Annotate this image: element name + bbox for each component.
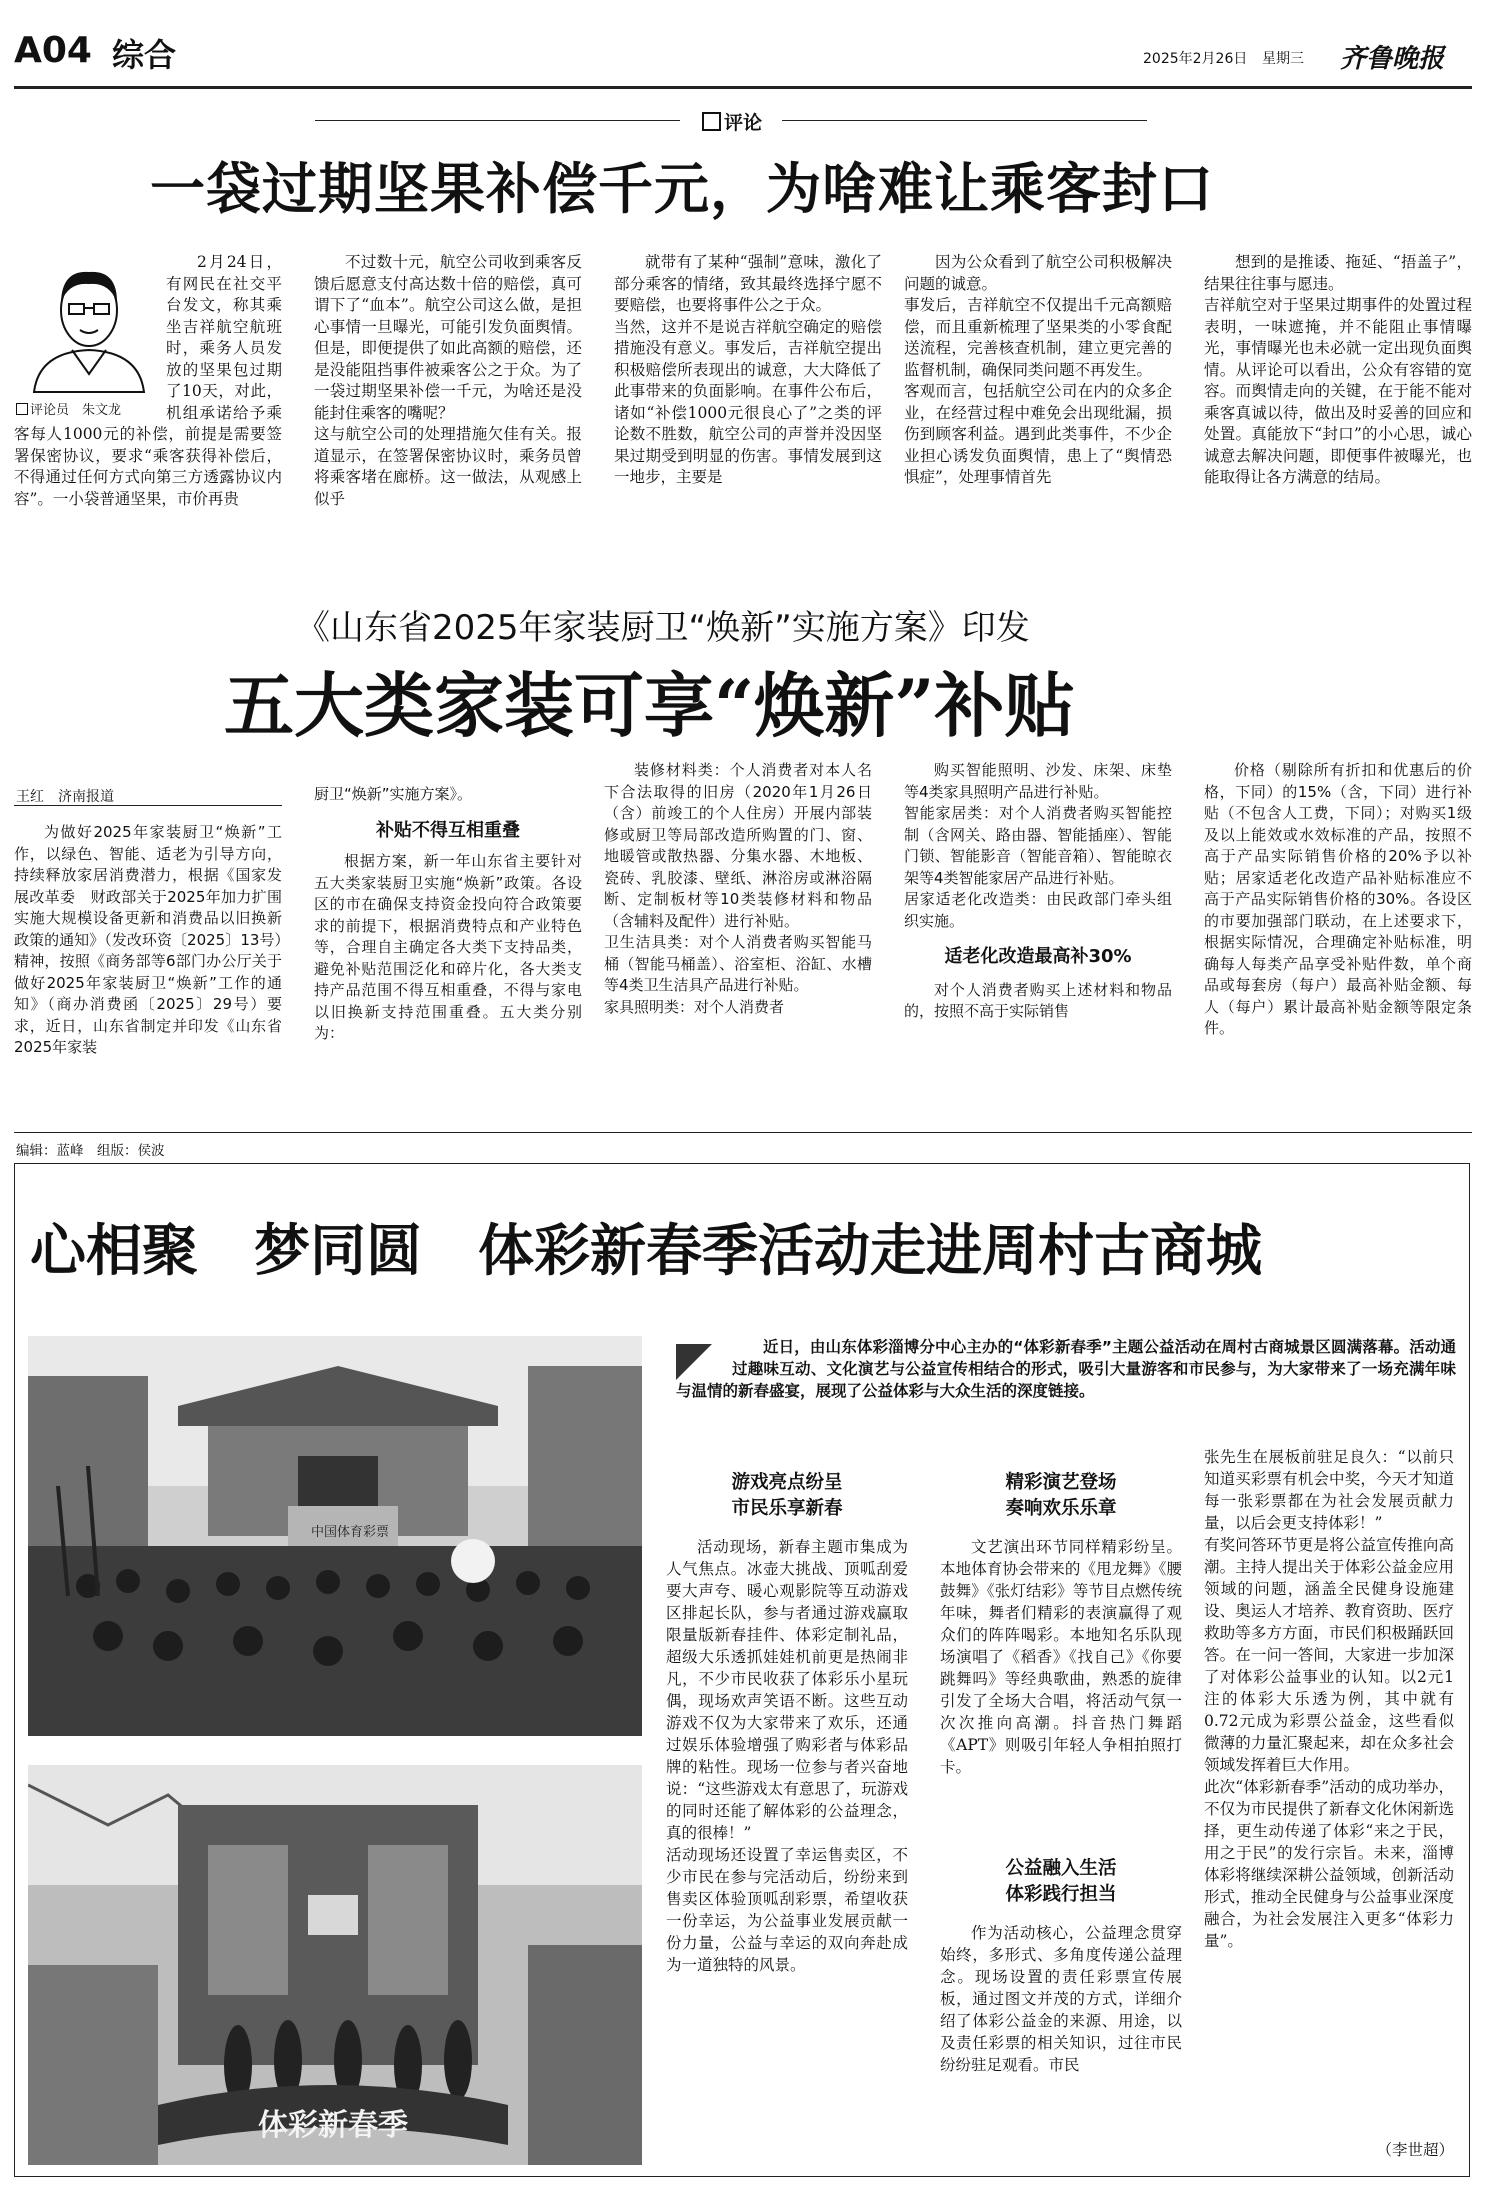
header-rule (14, 86, 1472, 89)
commentary-col-1 (14, 252, 282, 557)
editor-line: 编辑：蓝峰 组版：侯波 (16, 1143, 165, 1159)
subsidy-byline: 王红 济南报道 (16, 789, 114, 805)
subsidy-col-5: 价格（剔除所有折扣和优惠后的价格，下同）的15%（含，下同）进行补贴（不包含人工费，下同）；对购买1级及以上能效或水效标准的产品，按照不高于产品实际销售价格的20%予以补贴；居家适老化改造产品补贴标准应不高于产品实际销售价格的30%。各设区的市要加强部门联动，在上述要求下，根据实际情况，合理确定补贴标准，明确每人每类产品享受补贴件数，单个商品或每套房（每户）最高补贴金额、每人（每户）累计最高补贴金额等限定条件。 (1204, 761, 1472, 1037)
section-3-continued: 张先生在展板前驻足良久：“以前只知道买彩票有机会中奖，今天才知道每一张彩票都在为社会发展贡献力量，以后会更支持体彩！” 有奖问答环节更是将公益宣传推向高潮。主持人提出关于体彩公益金应用领域的问题，涵盖全民健身设施建设、奥运人才培养、教育资助、医疗救助等多方方面，市民们积极踊跃回答。在一问一答间，大家进一步加深了对体彩公益事业的认知。以2元1注的体彩大乐透为例，其中就有0.72元成为彩票公益金，这些看似微薄的力量汇聚起来，却在众多社会领域发挥着巨大作用。 此次“体彩新春季”活动的成功举办，不仅为市民提供了新春文化休闲新选择，更生动传递了体彩“来之于民，用之于民”的发行宗旨。未来，淄博体彩将继续深耕公益领域，创新活动形式，推动全民健身与公益事业深度融合，为社会发展注入更多“体彩力量”。 (1204, 1448, 1454, 1950)
section-2-title: 精彩演艺登场 奏响欢乐乐章 (1005, 1472, 1117, 1519)
subsidy-subhead-1: 补贴不得互相重叠 (376, 819, 520, 841)
feature-col-2 (940, 1470, 1182, 2160)
editor-rule (14, 1132, 1472, 1133)
subsidy-col-3: 装修材料类：个人消费者对本人名下合法取得的旧房（2020年1月26日（含）前竣工的个人住房）开展内部装修或厨卫等局部改造所购置的门、窗、地暖管或散热器、分集水器、木地板、瓷砖、乳胶漆、壁纸、淋浴房或淋浴隔断、定制板材等10类装修材料和物品（含辅料及配件）进行补贴。 卫生洁具类：对个人消费者购买智能马桶（智能马桶盖）、浴室柜、浴缸、水槽等4类卫生洁具产品进行补贴。 家具照明类：对个人消费者 (604, 761, 872, 1016)
commentary-col-4: 因为公众看到了航空公司积极解决问题的诚意。 事发后，吉祥航空不仅提出千元高额赔偿，而且重新梳理了坚果类的小零食配送流程，完善核查机制，建立更完善的监督机制，确保同类问题不再发生。 客观而言，包括航空公司在内的众多企业，在经营过程中难免会出现纰漏，损伤到顾客利益。遇到此类事件，不少企业担心诱发负面舆情，患上了“舆情恐惧症”，处理事情首先 (904, 253, 1172, 486)
feature-headline: 心相聚 梦同圆 体彩新春季活动走进周村古商城 (30, 1218, 1262, 1284)
section-1-text: 活动现场，新春主题市集成为人气焦点。冰壶大挑战、顶呱刮爱要大声夸、暖心观影院等互动游戏区排起长队，参与者通过游戏赢取限量版新春挂件、体彩定制礼品，超级大乐透抓娃娃机前更是热闹非凡，不少市民收获了体彩乐小星玩偶，现场欢声笑语不断。这些互动游戏不仅为大家带来了欢乐，还通过娱乐体验增强了购彩者与体彩品牌的粘性。现场一位参与者兴奋地说：“这些游戏太有意思了，玩游戏的同时还能了解体彩的公益理念，真的很棒！” 活动现场还设置了幸运售卖区，不少市民在参与完活动后，纷纷来到售卖区体验顶呱刮彩票，希望收获一份幸运，为公益事业发展贡献一份力量，公益与幸运的双向奔赴成为一道独特的风景。 (666, 1538, 908, 1974)
subsidy-subhead-2: 适老化改造最高补30% (944, 946, 1132, 967)
event-photo-crowd (28, 1336, 642, 1736)
commentary-col-3: 就带有了某种“强制”意味，激化了部分乘客的情绪，致其最终选择宁愿不要赔偿，也要将事件公之于众。 当然，这并不是说吉祥航空确定的赔偿措施没有意义。事发后，吉祥航空提出积极赔偿所表现出的诚意，大大降低了此事带来的负面影响。在事件公布后，诸如“补偿1000元很良心了”之类的评论数不胜数，航空公司的声誉并没因坚果过期受到明显的伤害。事情发展到这一地步，主要是 (614, 253, 882, 486)
photo-sign-text: 中国体育彩票 (311, 1525, 390, 1540)
author-caption: 评论员 朱文龙 (16, 399, 121, 418)
commentary-rule-left (315, 120, 680, 121)
subsidy-col-2: 厨卫“焕新”实施方案》。 补贴不得互相重叠 根据方案，新一年山东省主要针对五大类家装厨卫实施“焕新”政策。各设区的市在确保支持资金投向符合政策要求的前提下，根据消费特点和产业特色等，合理自主确定各大类下支持品类，避免补贴范围泛化和碎片化，各大类支持产品范围不得互相重叠，不得与家电以旧换新支持范围重叠。五大类分别为： (314, 785, 582, 1042)
section-1-title: 游戏亮点纷呈 市民乐享新春 (731, 1472, 843, 1519)
section-3-title: 公益融入生活 体彩践行担当 (1005, 1858, 1117, 1905)
page-number: A04 (14, 30, 92, 71)
event-photo-performers (28, 1765, 642, 2165)
masthead-logo: 齐鲁晚报 (1340, 44, 1445, 74)
feature-col-1 (666, 1470, 908, 2160)
square-icon (702, 112, 721, 131)
feature-signature: （李世超） (1376, 2141, 1454, 2159)
section-3-text: 作为活动核心，公益理念贯穿始终，多形式、多角度传递公益理念。现场设置的责任彩票宣传展板，通过图文并茂的方式，详细介绍了体彩公益金的来源、用途，以及责任彩票的相关知识，过往市民纷纷驻足观看。市民 (940, 1924, 1182, 2074)
commentary-col-2: 不过数十元，航空公司收到乘客反馈后愿意支付高达数十倍的赔偿，真可谓下了“血本”。航空公司这么做，是担心事情一旦曝光，可能引发负面舆情。但是，即便提供了如此高额的赔偿，还是没能阻挡事件被乘客公之于众。为了一袋过期坚果补偿一千元，为啥还是没能封住乘客的嘴呢？ 这与航空公司的处理措施欠佳有关。报道显示，在签署保密协议时，乘务员曾将乘客堵在廊桥。这一做法，从观感上似乎 (314, 253, 582, 508)
subsidy-headline: 五大类家装可享“焕新”补贴 (224, 664, 1075, 747)
commentary-tag: 评论 (702, 108, 762, 135)
commentary-paragraph: 2月24日，有网民在社交平台发文，称其乘坐吉祥航空航班时，乘务人员发放的坚果包过期了10天，对此，机组承诺给予乘客每人1000元的补偿，前提是需要签署保密协议，要求“乘客获得补偿后，不得通过任何方式向第三方透露协议内容”。一小袋普通坚果，市价再贵 (14, 253, 282, 508)
subsidy-col-1: 为做好2025年家装厨卫“焕新”工作，以绿色、智能、适老为引导方向，持续释放家居消费潜力，根据《国家发展改革委 财政部关于2025年加力扩围实施大规模设备更新和消费品以旧换新政策的通知》（发改环资〔2025〕13号）精神，按照《商务部等6部门办公厅关于做好2025年家装厨卫“焕新”工作的通知》（商办消费函〔2025〕29号）要求，近日，山东省制定并印发《山东省2025年家装 (14, 823, 282, 1056)
page-section: 综合 (112, 36, 177, 74)
byline-underline (14, 805, 282, 806)
banner-text: 体彩新春季 (258, 2108, 408, 2143)
commentary-col-5: 想到的是推诿、拖延、“捂盖子”，结果往往事与愿违。 吉祥航空对于坚果过期事件的处置过程表明，一味遮掩，并不能阻止事情曝光，事情曝光也未必就一定出现负面舆情。从评论可以看出，公众有容错的宽容。而舆情走向的关键，在于能不能对乘客真诚以待，做出及时妥善的回应和处置。真能放下“封口”的小心思，诚心诚意去解决问题，即便事件被曝光，也能取得让各方满意的结局。 (1204, 253, 1472, 486)
subsidy-col-4: 购买智能照明、沙发、床架、床垫等4类家具照明产品进行补贴。 智能家居类：对个人消费者购买智能控制（含网关、路由器、智能插座）、智能门锁、智能影音（智能音箱）、智能晾衣架等4类智能家居产品进行补贴。 居家适老化改造类：由民政部门牵头组织实施。 适老化改造最高补30% 对个人消费者购买上述材料和物品的，按照不高于实际销售 (904, 761, 1172, 1020)
issue-date: 2025年2月26日 (1143, 51, 1248, 67)
feature-lead: 近日，由山东体彩淄博分中心主办的“体彩新春季”主题公益活动在周村古商城景区圆满落幕。活动通过趣味互动、文化演艺与公益宣传相结合的形式，吸引大量游客和市民参与，为大家带来了一场充满年味与温情的新春盛宴，展现了公益体彩与大众生活的深度链接。 (676, 1338, 1456, 1400)
commentary-rule-right (782, 120, 1147, 121)
issue-weekday: 星期三 (1262, 51, 1304, 67)
subsidy-kicker: 《山东省2025年家装厨卫“焕新”实施方案》印发 (296, 608, 1030, 648)
subsidy-col2-top: 厨卫“焕新”实施方案》。 (314, 785, 473, 803)
feature-col-3 (1204, 1446, 1454, 2164)
commentary-headline: 一袋过期坚果补偿千元，为啥难让乘客封口 (150, 156, 1215, 221)
section-2-text: 文艺演出环节同样精彩纷呈。本地体育协会带来的《甩龙舞》《腰鼓舞》《张灯结彩》等节目点燃传统年味，舞者们精彩的表演赢得了观众们的阵阵喝彩。本地知名乐队现场演唱了《稻香》《找自己》《你要跳舞吗》等经典歌曲，熟悉的旋律引发了全场大合唱，将活动气氛一次次推向高潮。抖音热门舞蹈《APT》则吸引年轻人争相拍照打卡。 (940, 1538, 1182, 1776)
